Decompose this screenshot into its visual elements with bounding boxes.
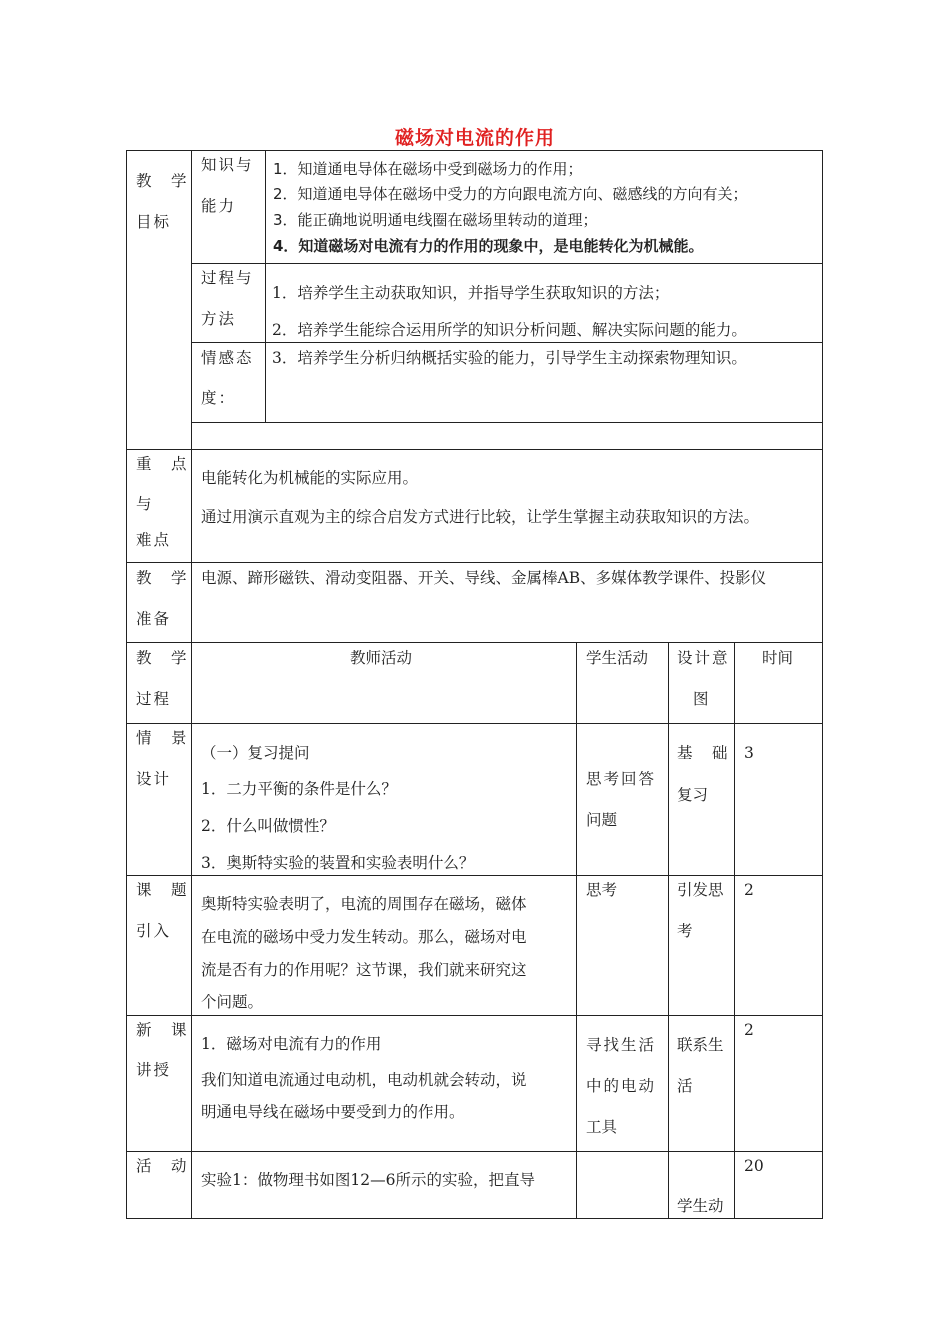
process-item-1: 1．培养学生主动获取知识，并指导学生获取知识的方法； bbox=[272, 284, 670, 302]
row1-label-1: 情 景 bbox=[136, 729, 189, 747]
row2-teacher-1: 奥斯特实验表明了，电流的周围存在磁场，磁体 bbox=[201, 895, 527, 913]
knowledge-item-1: 1．知道通电导体在磁场中受到磁场力的作用； bbox=[273, 160, 583, 178]
knowledge-item-2: 2．知道通电导体在磁场中受力的方向跟电流方向、磁感线的方向有关； bbox=[273, 185, 748, 203]
row2-time: 2 bbox=[744, 881, 754, 899]
header-teacher: 教师活动 bbox=[350, 649, 413, 667]
row2-student-1: 思考 bbox=[586, 881, 618, 899]
keypoints-item-2: 通过用演示直观为主的综合启发方式进行比较，让学生掌握主动获取知识的方法。 bbox=[201, 508, 760, 526]
process-header-label-1: 教 学 bbox=[136, 649, 189, 667]
objectives-label-2: 目标 bbox=[136, 213, 172, 231]
header-intent-1: 设计意 bbox=[677, 649, 730, 667]
header-time: 时间 bbox=[762, 649, 794, 667]
row3-teacher-2: 我们知道电流通过电动机，电动机就会转动，说 bbox=[201, 1071, 527, 1089]
keypoints-item-1: 电能转化为机械能的实际应用。 bbox=[201, 469, 419, 487]
knowledge-item-4: 4．知道磁场对电流有力的作用的现象中，是电能转化为机械能。 bbox=[273, 237, 704, 255]
row1-teacher-4: 3．奥斯特实验的装置和实验表明什么？ bbox=[201, 854, 475, 872]
emotion-label-1: 情感态 bbox=[201, 349, 254, 367]
row3-intent-1: 联系生 bbox=[677, 1036, 724, 1054]
knowledge-label-1: 知识与 bbox=[201, 156, 254, 174]
process-label-2: 方法 bbox=[201, 310, 237, 328]
process-header-label-2: 过程 bbox=[136, 690, 172, 708]
row1-student-1: 思考回答 bbox=[586, 770, 657, 788]
row3-label-2: 讲授 bbox=[136, 1061, 172, 1079]
row2-intent-2: 考 bbox=[677, 922, 693, 940]
row1-label-2: 设计 bbox=[136, 770, 172, 788]
row1-intent-2: 复习 bbox=[677, 786, 709, 804]
emotion-item-1: 3．培养学生分析归纳概括实验的能力，引导学生主动探索物理知识。 bbox=[272, 349, 747, 367]
row3-student-3: 工具 bbox=[586, 1118, 618, 1136]
row1-time: 3 bbox=[744, 744, 754, 762]
row1-teacher-1: （一）复习提问 bbox=[201, 744, 310, 762]
header-intent-2: 图 bbox=[693, 690, 709, 708]
row3-student-2: 中的电动 bbox=[586, 1077, 657, 1095]
preparation-label-2: 准备 bbox=[136, 610, 172, 628]
row3-student-1: 寻找生活 bbox=[586, 1036, 657, 1054]
page-title: 磁场对电流的作用 bbox=[394, 127, 555, 149]
row2-teacher-2: 在电流的磁场中受力发生转动。那么，磁场对电 bbox=[201, 928, 527, 946]
keypoints-label-1: 重 点 bbox=[136, 455, 189, 473]
row2-intent-1: 引发思 bbox=[677, 881, 724, 899]
preparation-label-1: 教 学 bbox=[136, 569, 189, 587]
row3-intent-2: 活 bbox=[677, 1077, 693, 1095]
row2-label-2: 引入 bbox=[136, 922, 172, 940]
row1-teacher-3: 2．什么叫做惯性？ bbox=[201, 817, 335, 835]
process-label-1: 过程与 bbox=[201, 269, 254, 287]
row4-label-1: 活 动 bbox=[136, 1157, 189, 1175]
row4-time: 20 bbox=[744, 1157, 764, 1175]
row2-label-1: 课 题 bbox=[136, 881, 189, 899]
row1-teacher-2: 1．二力平衡的条件是什么？ bbox=[201, 780, 397, 798]
process-item-2: 2．培养学生能综合运用所学的知识分析问题、解决实际问题的能力。 bbox=[272, 321, 747, 339]
emotion-label-2: 度： bbox=[201, 389, 237, 407]
preparation-text: 电源、蹄形磁铁、滑动变阻器、开关、导线、金属棒AB、多媒体教学课件、投影仪 bbox=[201, 569, 767, 587]
row2-teacher-4: 个问题。 bbox=[201, 993, 264, 1011]
row4-intent-1: 学生动 bbox=[677, 1197, 724, 1215]
objectives-label-1: 教 学 bbox=[136, 172, 189, 190]
row4-teacher-1: 实验1：做物理书如图12—6所示的实验，把直导 bbox=[201, 1171, 535, 1189]
knowledge-item-3: 3．能正确地说明通电线圈在磁场里转动的道理； bbox=[273, 211, 598, 229]
row3-time: 2 bbox=[744, 1021, 754, 1039]
keypoints-label-3: 难点 bbox=[136, 531, 172, 549]
header-student: 学生活动 bbox=[586, 649, 649, 667]
keypoints-label-2: 与 bbox=[136, 495, 154, 513]
knowledge-label-2: 能力 bbox=[201, 197, 237, 215]
row3-label-1: 新 课 bbox=[136, 1021, 189, 1039]
row3-teacher-1: 1．磁场对电流有力的作用 bbox=[201, 1035, 382, 1053]
row1-student-2: 问题 bbox=[586, 811, 618, 829]
row3-teacher-3: 明通电导线在磁场中要受到力的作用。 bbox=[201, 1103, 465, 1121]
row2-teacher-3: 流是否有力的作用呢？这节课，我们就来研究这 bbox=[201, 961, 527, 979]
row1-intent-1: 基 础 bbox=[677, 744, 730, 762]
